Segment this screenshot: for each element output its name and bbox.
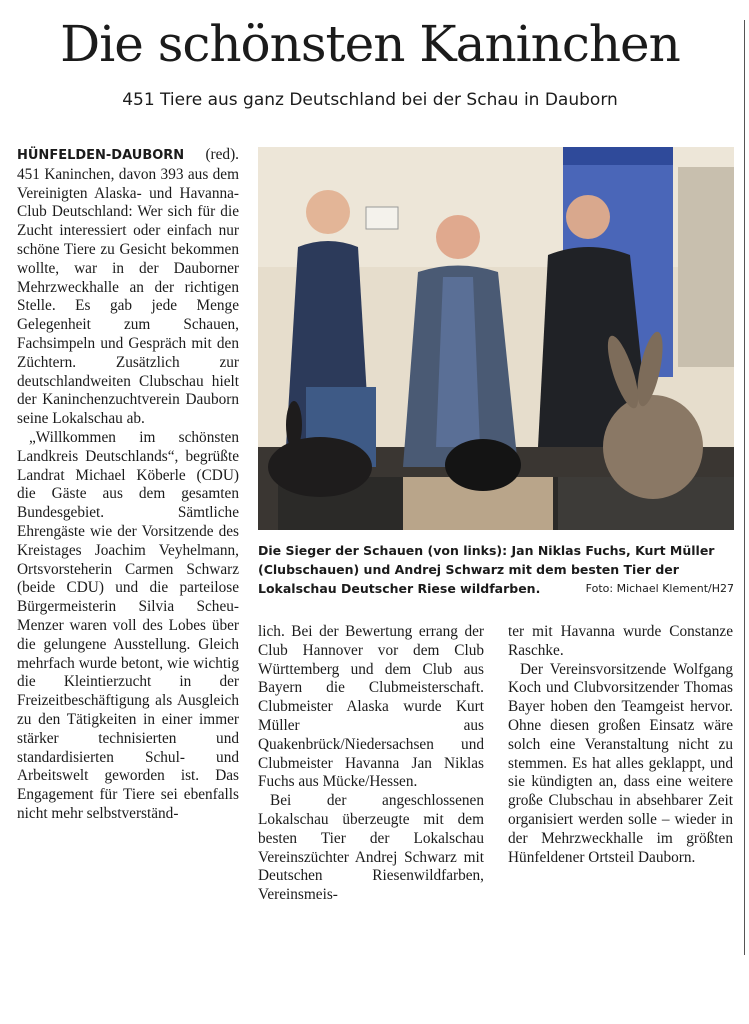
photo-illustration: [258, 147, 734, 530]
photo-caption: [258, 541, 736, 598]
paragraph-3-continued: ter mit Havanna wurde Constanze Raschke.: [508, 623, 733, 659]
column-1: [17, 146, 239, 824]
photo-credit: Foto: Michael Klement/H27: [585, 582, 734, 595]
paragraph-4: Der Vereinsvorsitzende Wolfgang Koch und Clubvorsitzender Thomas Bayer hoben den Teamgeist hervor. Ohne diesen großen Einsatz wäre solch eine Veranstaltung nicht zu stemmen. Es hat alles geklappt, und sie kündigten an, dass eine weitere große Clubschau in absehbarer Zeit organisiert werden solle – wieder in der Mehrzweckhalle im größten Hünfeldener Ortsteil Dauborn.: [508, 660, 733, 866]
dateline: HÜNFELDEN-DAUBORN: [17, 148, 185, 163]
paragraph-3: Bei der angeschlossenen Lokalschau überzeugte mit dem besten Tier der Lokalschau Vereinszüchter Andrej Schwarz mit Deutschen Riesenwildfarben, Vereinsmeis-: [258, 792, 484, 904]
lead-paragraph: [17, 146, 239, 429]
article-photo: [258, 147, 734, 530]
column-2: [258, 623, 484, 905]
paragraph-2: „Willkommen im schönsten Landkreis Deutschlands“, begrüßte Landrat Michael Köberle (CDU) die Gäste aus dem gesamten Bundesgebiet. Sämtliche Ehrengäste wie der Vorsitzende des Kreistages Joachim Veyhelmann, Ortsvorsteherin Carmen Schwarz (beide CDU) und die parteilose Bürgermeisterin Silvia Scheu-Menzer waren voll des Lobes über die gelungene Ausstellung. Gleich mehrfach wurde betont, wie wichtig die Kleintierzucht in der Freizeitbeschäftigung als Ausgleich zu den Tätigkeiten in einer immer stärker technisierten und standardisierten Schul- und Arbeitswelt geworden ist. Das Engagement für Tiere sei ebenfalls nicht mehr selbstverständ-: [17, 428, 239, 822]
headline: Die schönsten Kaninchen: [60, 15, 680, 73]
column-3: [508, 623, 733, 867]
lead-text: (red). 451 Kaninchen, davon 393 aus dem Vereinigten Alaska- und Havanna-Club Deutschland: Wer sich für die Zucht interessiert oder einfach nur schöne Tiere zu Gesicht bekommen wollte, war in der Dauborner Mehrzweckhalle an der richtigen Stelle. Es gab jede Menge Gelegenheit zum Schauen, Fachsimpeln und Gespräch mit den Züchtern. Zusätzlich zur deutschlandweiten Clubschau hielt der Kaninchenzuchtverein Dauborn seine Lokalschau ab.: [17, 146, 239, 428]
paragraph-2-continued: lich. Bei der Bewertung errang der Club Hannover vor dem Club Württemberg und dem Club aus Bayern die Clubmeisterschaft. Clubmeister Alaska wurde Kurt Müller aus Quakenbrück/Niedersachsen und Clubmeister Havanna Jan Niklas Fuchs aus Mücke/Hessen.: [258, 623, 484, 791]
column-rule: [744, 20, 745, 955]
subheadline: 451 Tiere aus ganz Deutschland bei der Schau in Dauborn: [122, 90, 618, 110]
caption-text: Die Sieger der Schauen (von links): Jan Niklas Fuchs, Kurt Müller (Clubschauen) und Andrej Schwarz mit dem besten Tier der Lokalschau Deutscher Riese wildfarben.: [258, 543, 715, 596]
